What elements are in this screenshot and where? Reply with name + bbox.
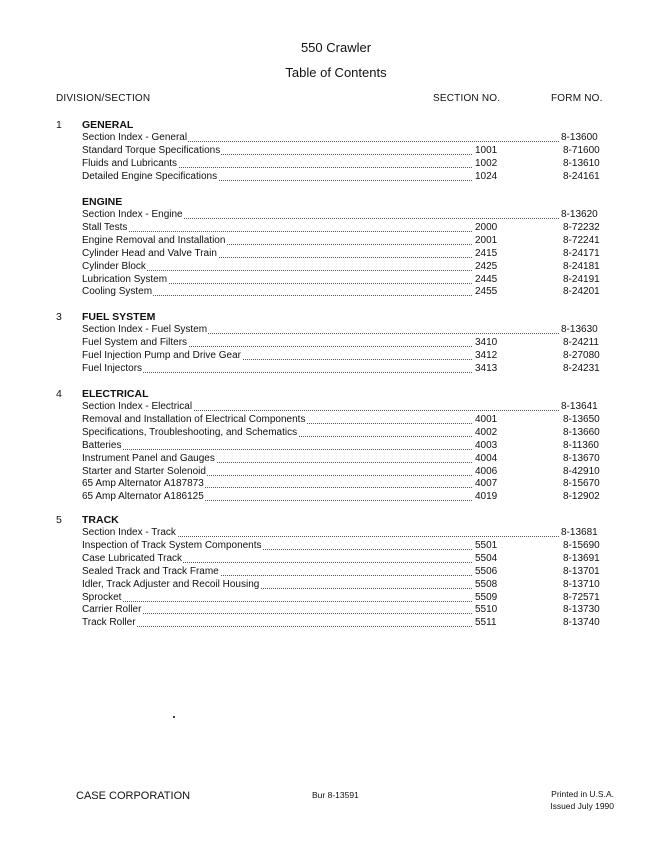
- entry-title: Starter and Starter Solenoid: [82, 465, 206, 477]
- toc-entry: [82, 132, 614, 144]
- division-number: 1: [56, 119, 62, 131]
- toc-division: [56, 119, 616, 188]
- toc-entry: [82, 209, 614, 221]
- entry-form-number: 8-13650: [563, 413, 600, 425]
- entry-title: Cylinder Head and Valve Train: [82, 247, 217, 259]
- entry-section-number: 1001: [475, 144, 498, 156]
- entry-title: 65 Amp Alternator A186125: [82, 491, 204, 503]
- toc-entry: [82, 158, 614, 170]
- toc-entry: [82, 453, 614, 465]
- toc-entry: [82, 466, 614, 478]
- entry-section-number: 3413: [475, 362, 498, 374]
- footer-printed: Printed in U.S.A.: [551, 789, 614, 799]
- entry-title: Section Index - Track: [82, 527, 176, 538]
- entry-form-number: 8-12902: [563, 491, 600, 503]
- entry-section-number: 5506: [475, 565, 498, 577]
- entry-form-number: 8-11360: [563, 439, 599, 451]
- entry-title: Cooling System: [82, 286, 153, 298]
- entry-title: Track Roller: [82, 617, 136, 629]
- entry-title: Instrument Panel and Gauges: [82, 452, 215, 464]
- dot-leader: [82, 626, 472, 627]
- entry-form-number: 8-24211: [563, 336, 599, 348]
- toc-entry: [82, 491, 614, 503]
- division-number: 3: [56, 311, 62, 323]
- entry-title: Specifications, Troubleshooting, and Schematics: [82, 426, 298, 438]
- entry-section-number: 1024: [475, 170, 498, 182]
- entry-title: Section Index - Engine: [82, 209, 183, 220]
- toc-entry: [82, 235, 614, 247]
- toc-entry: [82, 527, 614, 539]
- toc-division: [56, 388, 616, 508]
- entry-section-number: 2000: [475, 221, 498, 233]
- entry-form-number: 8-24181: [563, 260, 600, 272]
- entry-title: Standard Torque Specifications: [82, 144, 221, 156]
- entry-form-number: 8-27080: [563, 349, 600, 361]
- entry-form-number: 8-13670: [563, 452, 600, 464]
- entry-form-number: 8-13600: [561, 132, 598, 143]
- entry-section-number: 4004: [475, 452, 498, 464]
- toc-entry: [82, 274, 614, 286]
- toc-division: [56, 196, 616, 303]
- print-speck: [173, 716, 175, 718]
- entry-title: Lubrication System: [82, 273, 168, 285]
- toc-entry: [82, 350, 614, 362]
- entry-title: Fluids and Lubricants: [82, 157, 178, 169]
- toc-entry: [82, 363, 614, 375]
- footer-company: CASE CORPORATION: [76, 790, 191, 802]
- entry-section-number: 4019: [475, 491, 498, 503]
- entry-form-number: 8-13610: [563, 157, 600, 169]
- division-title: ELECTRICAL: [82, 388, 149, 400]
- entry-section-number: 2425: [475, 260, 498, 272]
- column-header-division: DIVISION/SECTION: [56, 93, 151, 104]
- toc-entry: [82, 566, 614, 578]
- entry-form-number: 8-13691: [563, 552, 600, 564]
- toc-entry: [82, 553, 614, 565]
- entry-form-number: 8-13701: [563, 565, 600, 577]
- entry-form-number: 8-72241: [563, 234, 600, 246]
- division-number: 5: [56, 514, 62, 526]
- toc-entry: [82, 540, 614, 552]
- entry-section-number: 2415: [475, 247, 498, 259]
- entry-form-number: 8-15670: [563, 478, 600, 490]
- dot-leader: [82, 231, 472, 232]
- dot-leader: [82, 601, 472, 602]
- entry-title: Idler, Track Adjuster and Recoil Housing: [82, 578, 260, 590]
- entry-form-number: 8-13681: [561, 527, 598, 538]
- toc-entry: [82, 324, 614, 336]
- entry-title: Detailed Engine Specifications: [82, 170, 218, 182]
- toc-entry: [82, 414, 614, 426]
- entry-title: Cylinder Block: [82, 260, 146, 272]
- document-subtitle: Table of Contents: [285, 65, 387, 80]
- toc-entry: [82, 592, 614, 604]
- entry-form-number: 8-13660: [563, 426, 600, 438]
- entry-title: Removal and Installation of Electrical Components: [82, 413, 306, 425]
- division-title: ENGINE: [82, 196, 123, 208]
- entry-section-number: 2001: [475, 234, 498, 246]
- entry-section-number: 5510: [475, 604, 498, 616]
- entry-form-number: 8-24201: [563, 286, 600, 298]
- division-number: 4: [56, 388, 62, 400]
- toc-entry: [82, 222, 614, 234]
- entry-form-number: 8-13730: [563, 604, 600, 616]
- toc-entry: [82, 248, 614, 260]
- entry-title: Carrier Roller: [82, 604, 142, 616]
- entry-form-number: 8-13620: [561, 209, 598, 220]
- entry-title: Engine Removal and Installation: [82, 234, 226, 246]
- entry-form-number: 8-13740: [563, 617, 600, 629]
- entry-title: Case Lubricated Track: [82, 552, 183, 564]
- toc-entry: [82, 286, 614, 298]
- toc-division: [56, 311, 616, 380]
- toc-entry: [82, 427, 614, 439]
- entry-form-number: 8-42910: [563, 465, 600, 477]
- entry-title: Section Index - Fuel System: [82, 324, 208, 335]
- entry-title: Batteries: [82, 439, 122, 451]
- toc-entry: [82, 337, 614, 349]
- entry-form-number: 8-13630: [561, 324, 598, 335]
- toc-entry: [82, 401, 614, 413]
- entry-title: Fuel Injectors: [82, 362, 143, 374]
- toc-division: [56, 514, 616, 634]
- entry-section-number: 2445: [475, 273, 498, 285]
- entry-title: Sprocket: [82, 591, 122, 603]
- entry-form-number: 8-24161: [563, 170, 600, 182]
- toc-entry: [82, 171, 614, 183]
- document-title: 550 Crawler: [300, 40, 372, 55]
- column-header-section-no: SECTION NO.: [433, 93, 501, 104]
- entry-section-number: 3410: [475, 336, 498, 348]
- footer-issued: Issued July 1990: [550, 801, 614, 811]
- toc-entry: [82, 261, 614, 273]
- entry-form-number: 8-71600: [563, 144, 600, 156]
- entry-section-number: 4007: [475, 478, 498, 490]
- entry-section-number: 4003: [475, 439, 498, 451]
- entry-form-number: 8-24231: [563, 362, 600, 374]
- entry-form-number: 8-13710: [563, 578, 600, 590]
- footer-print-info: [540, 788, 614, 812]
- entry-form-number: 8-24171: [563, 247, 600, 259]
- entry-section-number: 5508: [475, 578, 498, 590]
- entry-form-number: 8-72571: [563, 591, 600, 603]
- entry-section-number: 3412: [475, 349, 498, 361]
- entry-title: Section Index - Electrical: [82, 401, 193, 412]
- entry-form-number: 8-13641: [561, 401, 598, 412]
- entry-title: 65 Amp Alternator A187873: [82, 478, 204, 490]
- entry-section-number: 5504: [475, 552, 498, 564]
- entry-section-number: 5501: [475, 539, 498, 551]
- footer-form-ref: Bur 8-13591: [312, 790, 359, 800]
- division-title: GENERAL: [82, 119, 134, 131]
- entry-title: Stall Tests: [82, 221, 128, 233]
- division-title: TRACK: [82, 514, 119, 526]
- toc-entry: [82, 604, 614, 616]
- entry-section-number: 5511: [475, 617, 497, 629]
- entry-title: Fuel System and Filters: [82, 336, 188, 348]
- dot-leader: [82, 449, 472, 450]
- entry-title: Fuel Injection Pump and Drive Gear: [82, 349, 241, 361]
- toc-entry: [82, 478, 614, 490]
- entry-form-number: 8-72232: [563, 221, 600, 233]
- toc-entry: [82, 145, 614, 157]
- division-title: FUEL SYSTEM: [82, 311, 156, 323]
- toc-entry: [82, 579, 614, 591]
- column-header-form-no: FORM NO.: [551, 93, 603, 104]
- entry-section-number: 4006: [475, 465, 498, 477]
- entry-section-number: 4002: [475, 426, 498, 438]
- entry-section-number: 5509: [475, 591, 498, 603]
- entry-title: Inspection of Track System Components: [82, 539, 262, 551]
- entry-form-number: 8-15690: [563, 539, 600, 551]
- toc-entry: [82, 440, 614, 452]
- entry-title: Section Index - General: [82, 132, 188, 143]
- toc-entry: [82, 617, 614, 629]
- entry-title: Sealed Track and Track Frame: [82, 565, 219, 577]
- entry-form-number: 8-24191: [563, 273, 600, 285]
- entry-section-number: 4001: [475, 413, 498, 425]
- entry-section-number: 1002: [475, 157, 498, 169]
- entry-section-number: 2455: [475, 286, 498, 298]
